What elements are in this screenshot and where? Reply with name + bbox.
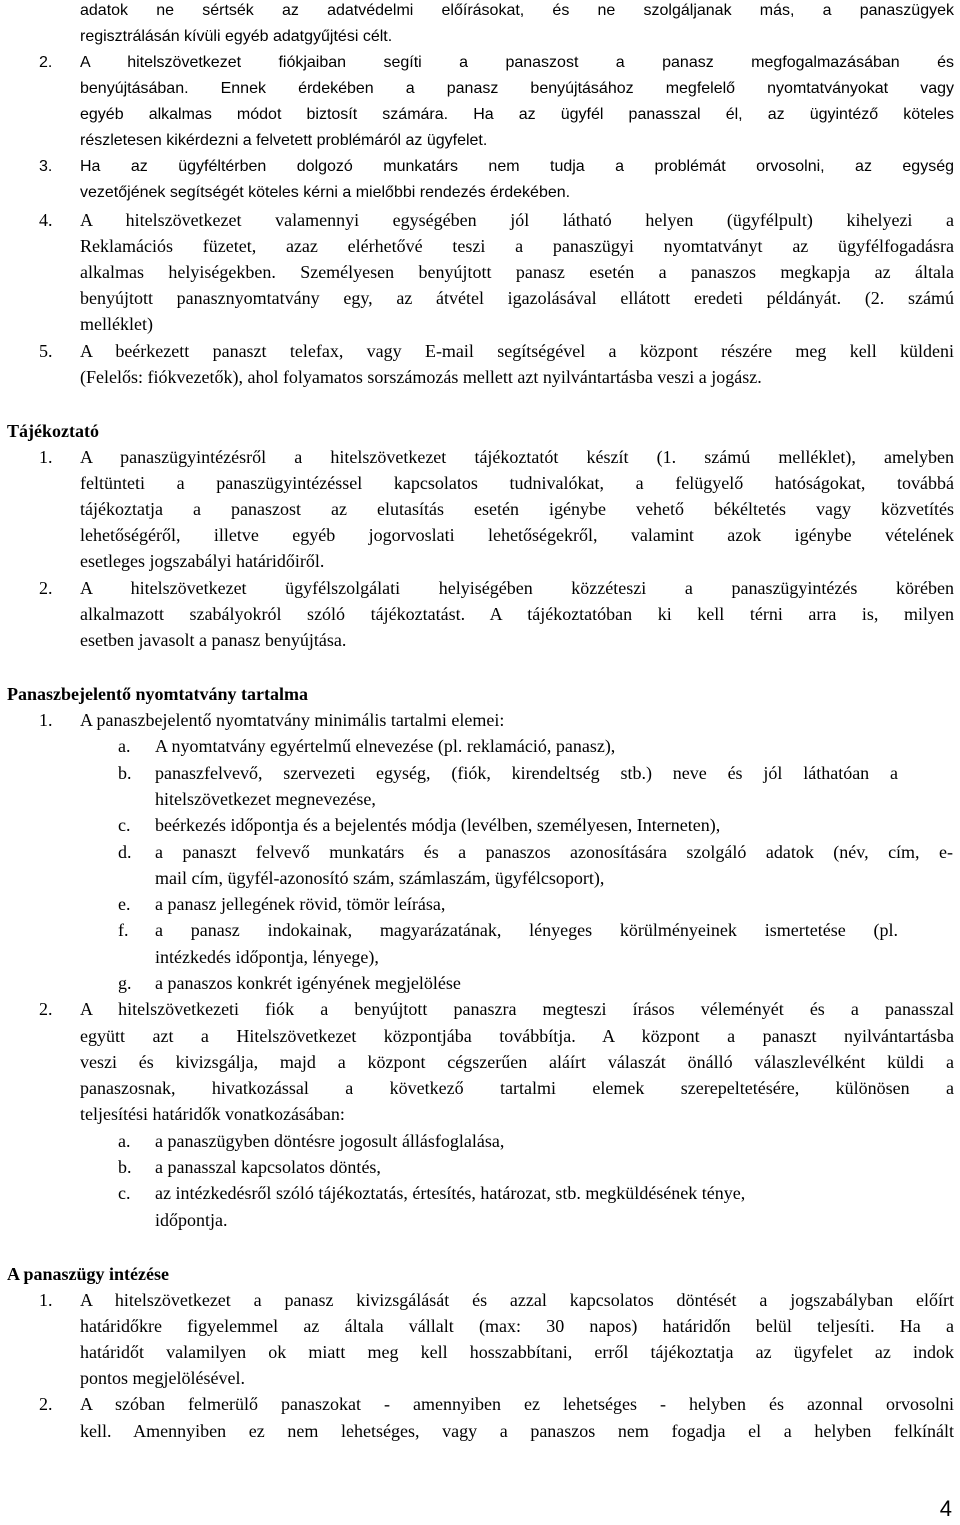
list-item-line: feltünteti a panaszügyintézéssel kapcsolatos tudnivalókat, a felügyelő hatóságokat, továbbá <box>80 473 954 493</box>
list-item-line: teljesítési határidők vonatkozásában: <box>80 1104 345 1124</box>
section-heading-nyomtatvany: Panaszbejelentő nyomtatvány tartalma <box>7 684 308 704</box>
sub-list-item-line: hitelszövetkezet megnevezése, <box>155 789 376 809</box>
sub-list-item: b. a panasszal kapcsolatos döntés, <box>118 1157 381 1177</box>
list-item-line: részletesen kikérdezni a felvetett problémáról az ügyfelet. <box>80 132 488 149</box>
sub-list-item-line: mail cím, ügyfél-azonosító szám, számlaszám, ügyfélcsoport), <box>155 868 605 888</box>
list-item-line: esetben javasolt a panasz benyújtása. <box>80 630 347 650</box>
sub-list-item-line: intézkedés időpontja, lényege), <box>155 947 379 967</box>
list-item: 1. A panaszbejelentő nyomtatvány minimális tartalmi elemei: <box>39 710 505 730</box>
list-item-line: alkalmazott szabályokról szóló tájékoztatást. A tájékoztatóban ki kell térni arra is, milyen <box>80 604 954 624</box>
list-item-line: (Felelős: fiókvezetők), ahol folyamatos sorszámozás mellett azt nyilvántartásba veszi a jogász. <box>80 367 762 387</box>
list-item: 2. A szóban felmerülő panaszokat - amennyiben ez lehetséges - helyben és azonnal orvosolni <box>39 1394 954 1414</box>
list-item-line: együtt azt a Hitelszövetkezet központjába továbbítja. A központ a panaszt nyilvántartásba <box>80 1026 954 1046</box>
sub-list-item: a. a panaszügyben döntésre jogosult állásfoglalása, <box>118 1131 505 1151</box>
sub-list-item: c. beérkezés időpontja és a bejelentés módja (levélben, személyesen, Interneten), <box>118 815 721 835</box>
list-item: 4. A hitelszövetkezet valamennyi egységében jól látható helyen (ügyfélpult) kihelyezi a <box>39 210 954 230</box>
list-item-line: alkalmas helyiségekben. Személyesen benyújtott panasz esetén a panaszos megkapja az általa <box>80 262 954 282</box>
sub-list-item: a. A nyomtatvány egyértelmű elnevezése (pl. reklamáció, panasz), <box>118 736 616 756</box>
list-item-line: esetleges jogszabályi határidőiről. <box>80 551 325 571</box>
sub-list-item: b. panaszfelvevő, szervezeti egység, (fiók, kirendeltség stb.) neve és jól láthatóan a <box>118 763 898 783</box>
sub-list-item: c. az intézkedésről szóló tájékoztatás, értesítés, határozat, stb. megküldésének ténye, <box>118 1183 746 1203</box>
list-item-line: határidőkre figyelemmel az általa vállalt (max: 30 napos) határidőn belül teljesíti. Ha a <box>80 1316 954 1336</box>
list-item-line: tájékoztatja a panaszost az elutasítás esetén igénybe vehető békéltetés vagy közvetítés <box>80 499 954 519</box>
list-item: 1. A hitelszövetkezet a panasz kivizsgálását és azzal kapcsolatos döntését a jogszabályban előírt <box>39 1290 954 1310</box>
list-item-line: benyújtott panasznyomtatvány egy, az átvétel igazolásával ellátott eredeti példányát. (2. számú <box>80 288 954 308</box>
sub-list-item-line: időpontja. <box>155 1210 228 1230</box>
intro-line: regisztrálásán kívüli egyéb adatgyűjtési célt. <box>80 28 393 45</box>
list-item-line: kell. Amennyiben ez nem lehetséges, vagy a panaszos nem fogadja el a helyben felkínált <box>80 1421 954 1441</box>
list-item: 5. A beérkezett panaszt telefax, vagy E-mail segítségével a központ részére meg kell küldeni <box>39 341 954 361</box>
list-item: 2. A hitelszövetkezet fiókjaiban segíti a panaszost a panasz megfogalmazásában és <box>39 54 954 71</box>
list-item: 2. A hitelszövetkezet ügyfélszolgálati helyiségében közzéteszi a panaszügyintézés körében <box>39 578 954 598</box>
list-item-line: panaszosnak, hivatkozással a következő tartalmi elemek szerepeltetésére, különösen a <box>80 1078 954 1098</box>
list-item-line: veszi és kivizsgálja, majd a központ cégszerűen aláírt válaszát önálló válaszlevélként küldi a <box>80 1052 954 1072</box>
list-item-line: vezetőjének segítségét köteles kérni a mielőbbi rendezés érdekében. <box>80 184 571 201</box>
list-item-line: benyújtásában. Ennek érdekében a panasz benyújtásához megfelelő nyomtatványokat vagy <box>80 80 954 97</box>
list-item-line: egyéb alkalmas módot biztosít számára. Ha az ügyfél panasszal él, az ügyintéző köteles <box>80 106 954 123</box>
intro-line: adatok ne sértsék az adatvédelmi előírásokat, és ne szolgáljanak más, a panaszügyek <box>80 2 954 19</box>
sub-list-item: f. a panasz indokainak, magyarázatának, lényeges körülményeinek ismertetése (pl. <box>118 920 898 940</box>
list-item: 1. A panaszügyintézésről a hitelszövetkezet tájékoztatót készít (1. számú melléklet), amelyben <box>39 447 954 467</box>
section-heading-tajekoztato: Tájékoztató <box>7 421 99 441</box>
list-item: 3. Ha az ügyféltérben dolgozó munkatárs nem tudja a problémát orvosolni, az egység <box>39 158 954 175</box>
section-heading-intezese: A panaszügy intézése <box>7 1264 169 1284</box>
list-item-line: határidőt valamilyen ok miatt meg kell hosszabbítani, erről tájékoztatja az ügyfelet az indok <box>80 1342 954 1362</box>
sub-list-item: g. a panaszos konkrét igényének megjelölése <box>118 973 461 993</box>
list-item-line: Reklamációs füzetet, azaz elérhetővé teszi a panaszügyi nyomtatványt az ügyfélfogadásra <box>80 236 954 256</box>
list-item: 2. A hitelszövetkezeti fiók a benyújtott panaszra megteszi írásos véleményét és a panasszal <box>39 999 954 1019</box>
list-item-line: pontos megjelölésével. <box>80 1368 245 1388</box>
page-number: 4 <box>939 1496 952 1521</box>
list-item-line: melléklet) <box>80 314 153 334</box>
sub-list-item: e. a panasz jellegének rövid, tömör leírása, <box>118 894 446 914</box>
sub-list-item: d. a panaszt felvevő munkatárs és a panaszos azonosítására szolgáló adatok (név, cím, e- <box>118 842 953 862</box>
list-item-line: lehetőségéről, illetve egyéb jogorvoslati lehetőségekről, valamint azok igénybe vételének <box>80 525 954 545</box>
